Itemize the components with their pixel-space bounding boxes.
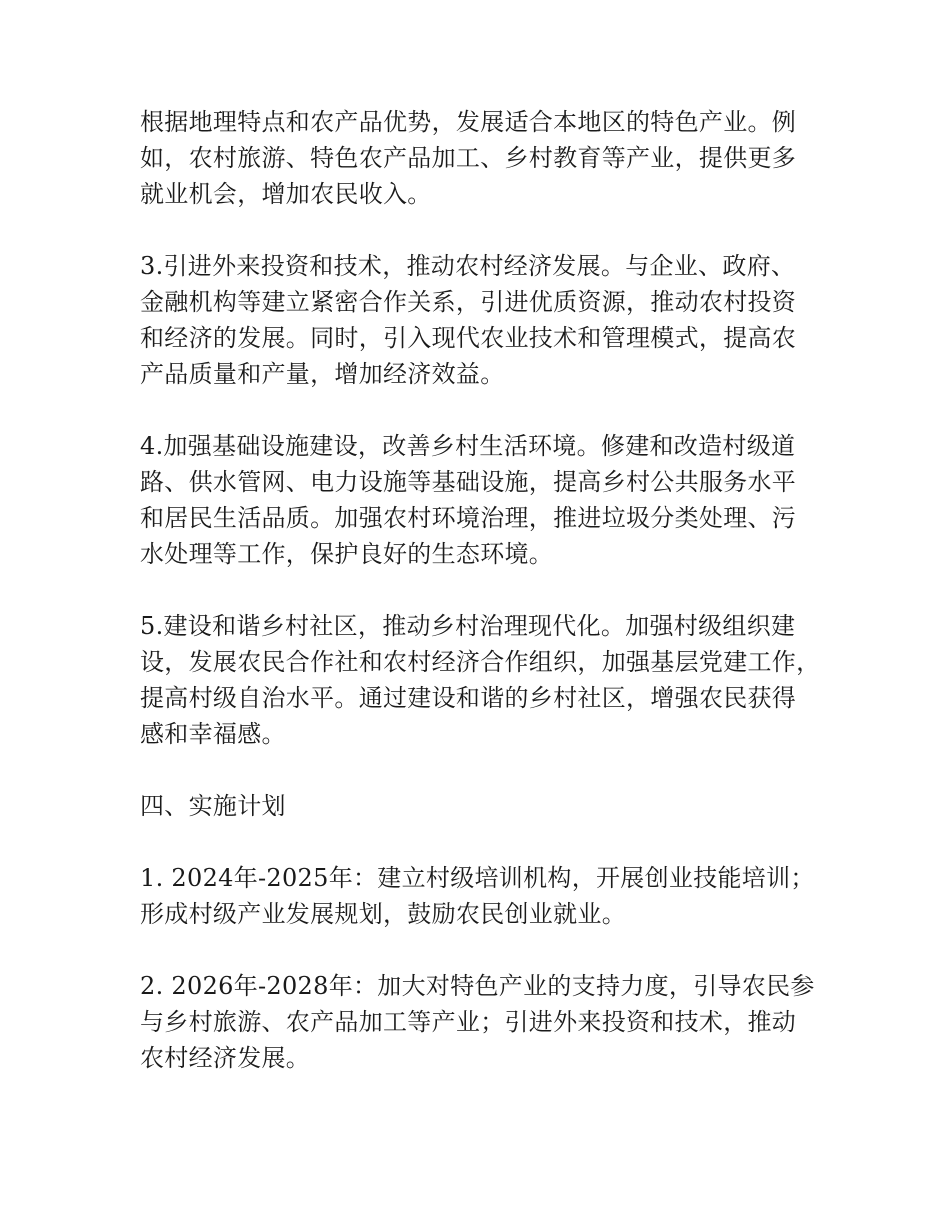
text-line: 4.加强基础设施建设，改善乡村生活环境。修建和改造村级道 <box>140 432 796 460</box>
text-line: 1. 2024年-2025年：建立村级培训机构，开展创业技能培训； <box>140 864 815 892</box>
text-line: 形成村级产业发展规划，鼓励农民创业就业。 <box>140 900 626 928</box>
plan-item-1 <box>140 860 830 932</box>
text-line: 就业机会，增加农民收入。 <box>140 180 432 208</box>
paragraph-item-5-community <box>140 608 830 752</box>
paragraph-specialty-industry <box>140 104 830 212</box>
text-line: 设，发展农民合作社和农村经济合作组织，加强基层党建工作， <box>140 648 821 676</box>
text-line: 与乡村旅游、农产品加工等产业；引进外来投资和技术，推动 <box>140 1008 797 1036</box>
text-line: 感和幸福感。 <box>140 720 286 748</box>
text-line: 如，农村旅游、特色农产品加工、乡村教育等产业，提供更多 <box>140 144 797 172</box>
text-line: 根据地理特点和农产品优势，发展适合本地区的特色产业。例 <box>140 108 797 136</box>
text-line: 路、供水管网、电力设施等基础设施，提高乡村公共服务水平 <box>140 468 797 496</box>
text-line: 农村经济发展。 <box>140 1044 311 1072</box>
text-line: 3.引进外来投资和技术，推动农村经济发展。与企业、政府、 <box>140 252 796 280</box>
text-line: 2. 2026年-2028年：加大对特色产业的支持力度，引导农民参 <box>140 972 815 1000</box>
text-line: 水处理等工作，保护良好的生态环境。 <box>140 540 554 568</box>
text-line: 5.建设和谐乡村社区，推动乡村治理现代化。加强村级组织建 <box>140 612 796 640</box>
section-heading: 四、实施计划 <box>140 792 286 820</box>
text-line: 和居民生活品质。加强农村环境治理，推进垃圾分类处理、污 <box>140 504 797 532</box>
text-line: 产品质量和产量，增加经济效益。 <box>140 360 505 388</box>
text-line: 金融机构等建立紧密合作关系，引进优质资源，推动农村投资 <box>140 288 797 316</box>
paragraph-item-4-infrastructure <box>140 428 830 572</box>
paragraph-item-3-investment <box>140 248 830 392</box>
text-line: 和经济的发展。同时，引入现代农业技术和管理模式，提高农 <box>140 324 797 352</box>
plan-item-2 <box>140 968 830 1076</box>
text-line: 提高村级自治水平。通过建设和谐的乡村社区，增强农民获得 <box>140 684 797 712</box>
document-body <box>140 104 830 1112</box>
